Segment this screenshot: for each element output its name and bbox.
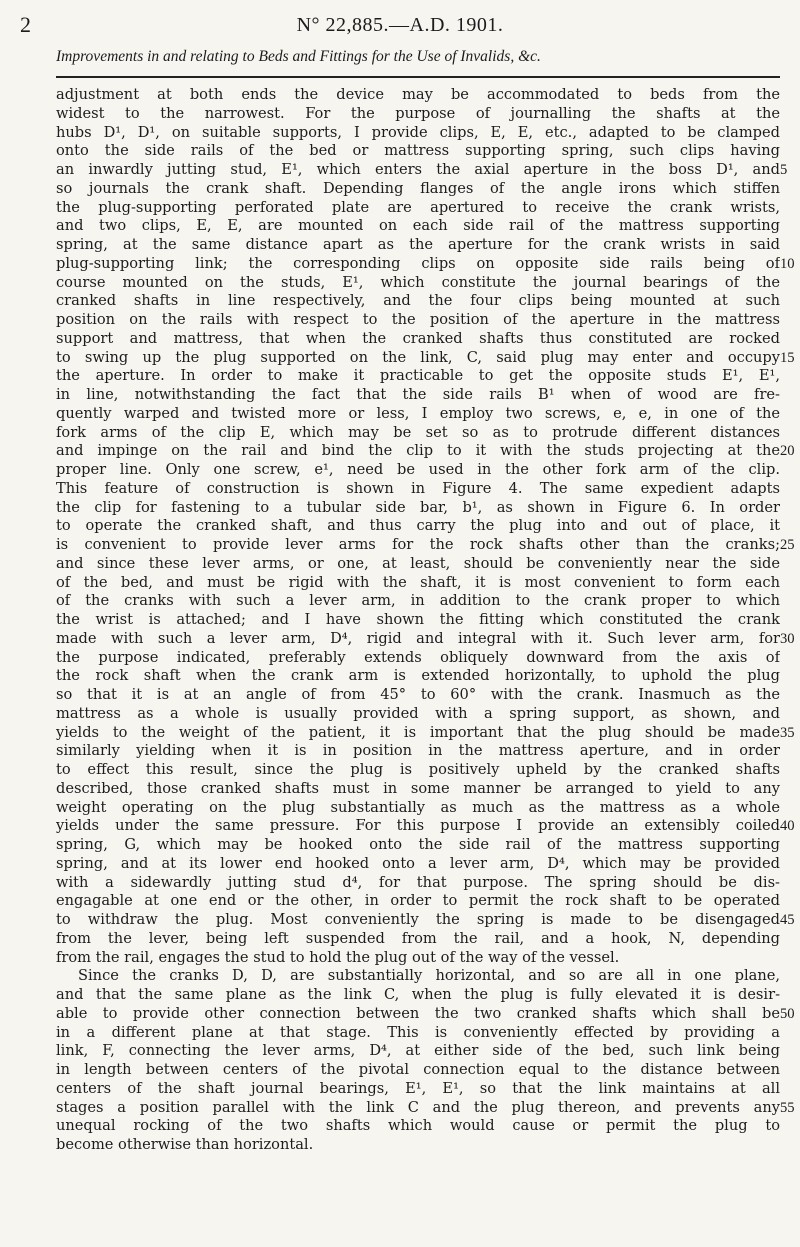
- text-line: the clip for fastening to a tubular side bar, b¹, as shown in Figure 6. In order: [56, 498, 780, 516]
- text-line: the aperture. In order to make it practicable to get the opposite studs E¹, E¹,: [56, 367, 780, 385]
- text-line: Since the cranks D, D, are substantially horizontal, and so are all in one plane,: [78, 967, 780, 985]
- text-line: yields to the weight of the patient, it is important that the plug should be made: [56, 723, 780, 741]
- text-line: is convenient to provide lever arms for the rock shafts other than the cranks;: [56, 536, 780, 553]
- text-line: mattress as a whole is usually provided with a spring support, as shown, and: [56, 704, 780, 722]
- text-line: become otherwise than horizontal.: [56, 1136, 314, 1153]
- text-line: adjustment at both ends the device may be accommodated to beds from the: [56, 86, 780, 103]
- text-line: proper line. Only one screw, e¹, need be used in the other fork arm of the clip.: [56, 461, 780, 478]
- text-line: onto the side rails of the bed or mattress supporting spring, such clips having: [56, 142, 780, 160]
- text-line: hubs D¹, D¹, on suitable supports, I provide clips, E, E, etc., adapted to be clamped: [56, 123, 780, 141]
- text-line: in a different plane at that stage. This is conveniently effected by providing a: [56, 1023, 780, 1041]
- text-line: spring, G, which may be hooked onto the side rail of the mattress supporting: [56, 836, 780, 853]
- text-line: plug-supporting link; the corresponding clips on opposite side rails being of: [56, 254, 780, 272]
- text-line: to withdraw the plug. Most conveniently the spring is made to be disengaged: [56, 911, 780, 928]
- margin-line-number: 55: [780, 1099, 795, 1116]
- text-line: spring, at the same distance apart as the aperture for the crank wrists in said: [56, 236, 780, 253]
- margin-line-number: 10: [780, 255, 795, 272]
- text-line: spring, and at its lower end hooked onto a lever arm, D⁴, which may be provided: [56, 854, 780, 872]
- text-line: link, F, connecting the lever arms, D⁴, at either side of the bed, such link being: [56, 1042, 780, 1060]
- text-line: able to provide other connection between the two cranked shafts which shall be: [56, 1004, 780, 1022]
- text-line: so journals the crank shaft. Depending flanges of the angle irons which stiffen: [56, 179, 780, 197]
- margin-line-number: 25: [780, 537, 795, 553]
- page-number: 2: [20, 12, 31, 37]
- text-line: described, those cranked shafts must in some manner be arranged to yield to any: [56, 779, 780, 797]
- text-line: of the bed, and must be rigid with the shaft, it is most convenient to form each: [56, 573, 780, 591]
- text-line: support and mattress, that when the cranked shafts thus constituted are rocked: [56, 329, 780, 347]
- margin-line-number: 40: [780, 818, 795, 835]
- margin-line-number: 50: [780, 1005, 795, 1022]
- text-line: in line, notwithstanding the fact that the side rails B¹ when of wood are fre-: [56, 386, 780, 403]
- body-text: [56, 86, 780, 1155]
- text-line: This feature of construction is shown in Figure 4. The same expedient adapts: [56, 479, 780, 497]
- text-line: stages a position parallel with the link C and the plug thereon, and prevents any: [56, 1098, 780, 1116]
- text-line: so that it is at an angle of from 45° to 60° with the crank. Inasmuch as the: [56, 686, 780, 703]
- text-line: weight operating on the plug substantially as much as the mattress as a whole: [56, 798, 780, 816]
- text-line: similarly yielding when it is in position in the mattress aperture, and in order: [56, 742, 780, 760]
- text-line: to effect this result, since the plug is positively upheld by the cranked shafts: [56, 761, 780, 778]
- text-line: fork arms of the clip E, which may be set so as to protrude different distances: [56, 423, 780, 441]
- text-line: with a sidewardly jutting stud d⁴, for that purpose. The spring should be dis-: [56, 873, 780, 891]
- text-line: the plug-supporting perforated plate are apertured to receive the crank wrists,: [56, 198, 780, 216]
- running-title: Improvements in and relating to Beds and Fittings for the Use of Invalids, &c.: [56, 48, 541, 65]
- text-line: and that the same plane as the link C, when the plug is fully elevated it is desir-: [56, 986, 780, 1003]
- margin-line-number: 35: [780, 724, 795, 741]
- text-line: widest to the narrowest. For the purpose of journalling the shafts at the: [56, 104, 780, 122]
- text-line: the purpose indicated, preferably extends obliquely downward from the axis of: [56, 648, 780, 666]
- text-line: the rock shaft when the crank arm is extended horizontally, to uphold the plug: [56, 667, 780, 685]
- text-line: an inwardly jutting stud, E¹, which enters the axial aperture in the boss D¹, and: [56, 161, 780, 178]
- text-line: the wrist is attached; and I have shown the fitting which constituted the crank: [56, 611, 780, 628]
- text-line: course mounted on the studs, E¹, which constitute the journal bearings of the: [56, 273, 780, 291]
- text-line: yields under the same pressure. For this purpose I provide an extensibly coiled: [56, 817, 780, 835]
- margin-line-number: 45: [780, 912, 795, 928]
- text-line: position on the rails with respect to the position of the aperture in the mattress: [56, 311, 780, 328]
- margin-line-number: 5: [780, 162, 788, 178]
- text-line: cranked shafts in line respectively, and the four clips being mounted at such: [56, 292, 780, 310]
- text-line: and since these lever arms, or one, at least, should be conveniently near the side: [56, 554, 780, 572]
- margin-line-number: 15: [780, 349, 795, 366]
- text-line: centers of the shaft journal bearings, E¹, E¹, so that the link maintains at all: [56, 1079, 780, 1097]
- text-line: and two clips, E, E, are mounted on each side rail of the mattress supporting: [56, 217, 780, 235]
- text-line: from the lever, being left suspended from the rail, and a hook, N, depending: [56, 929, 780, 947]
- text-line: made with such a lever arm, D⁴, rigid and integral with it. Such lever arm, for: [56, 629, 780, 647]
- text-line: quently warped and twisted more or less, I employ two screws, e, e, in one of the: [56, 404, 780, 422]
- text-line: and impinge on the rail and bind the clip to it with the studs projecting at the: [56, 442, 780, 460]
- text-line: in length between centers of the pivotal connection equal to the distance between: [56, 1061, 780, 1078]
- text-line: unequal rocking of the two shafts which would cause or permit the plug to: [56, 1117, 780, 1135]
- header-rule: [56, 76, 780, 78]
- margin-line-number: 20: [780, 443, 795, 460]
- text-line: to swing up the plug supported on the link, C, said plug may enter and occupy: [56, 348, 780, 366]
- margin-line-number: 30: [780, 630, 795, 647]
- text-line: of the cranks with such a lever arm, in addition to the crank proper to which: [56, 592, 780, 610]
- patent-number: N° 22,885.—A.D. 1901.: [296, 14, 504, 36]
- text-line: to operate the cranked shaft, and thus carry the plug into and out of place, it: [56, 517, 780, 535]
- text-line: from the rail, engages the stud to hold the plug out of the way of the vessel.: [56, 948, 620, 966]
- text-line: engagable at one end or the other, in order to permit the rock shaft to be operated: [56, 892, 780, 910]
